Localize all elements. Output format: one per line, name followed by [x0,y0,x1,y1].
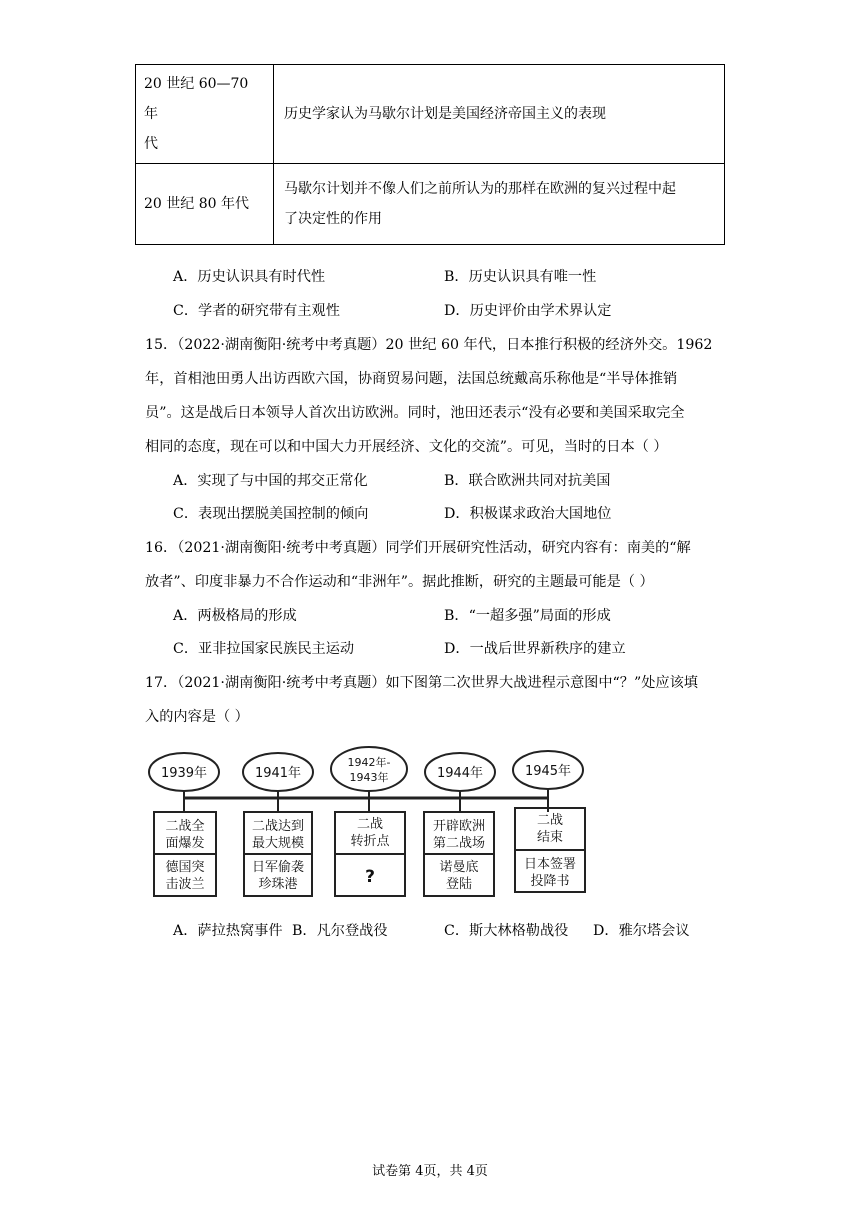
event-text: 二战达到 [251,819,305,834]
year-ellipse [331,747,407,791]
year-label: 1943年 [349,771,389,784]
event-text: 珍珠港 [258,877,298,892]
q17-option-d: D．雅尔塔会议 [593,923,690,939]
table-cell-period: 20 世纪 80 年代 [136,164,274,245]
year-label: 1945年 [524,764,572,779]
q15-text-line: 15．（2022·湖南衡阳·统考中考真题）20 世纪 60 年代，日本推行积极的经济外交。1962 [145,337,713,353]
q16-option-d: D．一战后世界新秩序的建立 [444,641,626,657]
q14-option-d: D．历史评价由学术界认定 [444,303,612,319]
page-footer: 试卷第 4页，共 4页 [372,1164,488,1179]
q16-text-line: 16．（2021·湖南衡阳·统考中考真题）同学们开展研究性活动，研究内容有：南美的“解 [145,540,691,556]
q15-option-a: A．实现了与中国的邦交正常化 [173,473,368,489]
event-text: 转折点 [350,834,390,849]
event-text: 最大规模 [251,836,305,851]
question-mark: ? [365,867,375,887]
year-label: 1941年 [254,766,302,781]
event-text: 面爆发 [165,836,205,851]
q14-option-a: A．历史认识具有时代性 [173,269,326,285]
year-label: 1944年 [436,766,484,781]
q14-option-c: C．学者的研究带有主观性 [173,303,340,319]
q15-text-line: 员”。这是战后日本领导人首次出访欧洲。同时，池田还表示“没有必要和美国采取完全 [145,405,685,421]
q15-text-line: 年，首相池田勇人出访西欧六国，协商贸易问题，法国总统戴高乐称他是“半导体推销 [145,371,678,387]
event-text: 日本签署 [523,857,577,872]
q16-option-b: B．“一超多强”局面的形成 [444,608,611,624]
table-cell-view: 历史学家认为马歇尔计划是美国经济帝国主义的表现 [274,65,725,164]
event-text: 二战 [536,813,564,828]
q17-text-line: 17．（2021·湖南衡阳·统考中考真题）如下图第二次世界大战进程示意图中“？”处应该填 [145,675,698,691]
event-text: 开辟欧洲 [432,819,486,834]
event-text: 击波兰 [165,877,205,892]
event-text: 德国突 [165,860,205,875]
q16-option-c: C．亚非拉国家民族民主运动 [173,641,355,657]
table-cell-period: 20 世纪 60—70 年 代 [136,65,274,164]
event-text: 投降书 [530,874,570,889]
q17-option-a: A．萨拉热窝事件 [173,923,283,939]
event-text: 第二战场 [432,836,486,851]
table-row [136,65,725,164]
table-row [136,164,725,245]
year-label: 1939年 [160,766,208,781]
q17-option-b: B．凡尔登战役 [292,923,388,939]
q15-text-line: 相同的态度，现在可以和中国大力开展经济、文化的交流”。可见，当时的日本（ ） [145,439,668,455]
q17-text-line: 入的内容是（ ） [145,709,249,725]
event-text: 二战 [356,817,384,832]
history-views-table [135,64,725,245]
q16-option-a: A．两极格局的形成 [173,608,297,624]
wwii-process-diagram [144,744,606,900]
q15-option-d: D．积极谋求政治大国地位 [444,506,612,522]
year-label: 1942年- [347,756,391,769]
q15-option-c: C．表现出摆脱美国控制的倾向 [173,506,369,522]
q15-option-b: B．联合欧洲共同对抗美国 [444,473,611,489]
event-text: 二战全 [165,819,205,834]
q17-option-c: C．斯大林格勒战役 [444,923,569,939]
q14-option-b: B．历史认识具有唯一性 [444,269,597,285]
event-text: 日军偷袭 [251,860,305,875]
event-text: 诺曼底 [439,860,479,875]
table-cell-view: 马歇尔计划并不像人们之前所认为的那样在欧洲的复兴过程中起 了决定性的作用 [274,164,725,245]
q16-text-line: 放者”、印度非暴力不合作运动和“非洲年”。据此推断，研究的主题最可能是（ ） [145,574,654,590]
event-text: 登陆 [445,877,473,892]
event-text: 结束 [536,830,564,845]
